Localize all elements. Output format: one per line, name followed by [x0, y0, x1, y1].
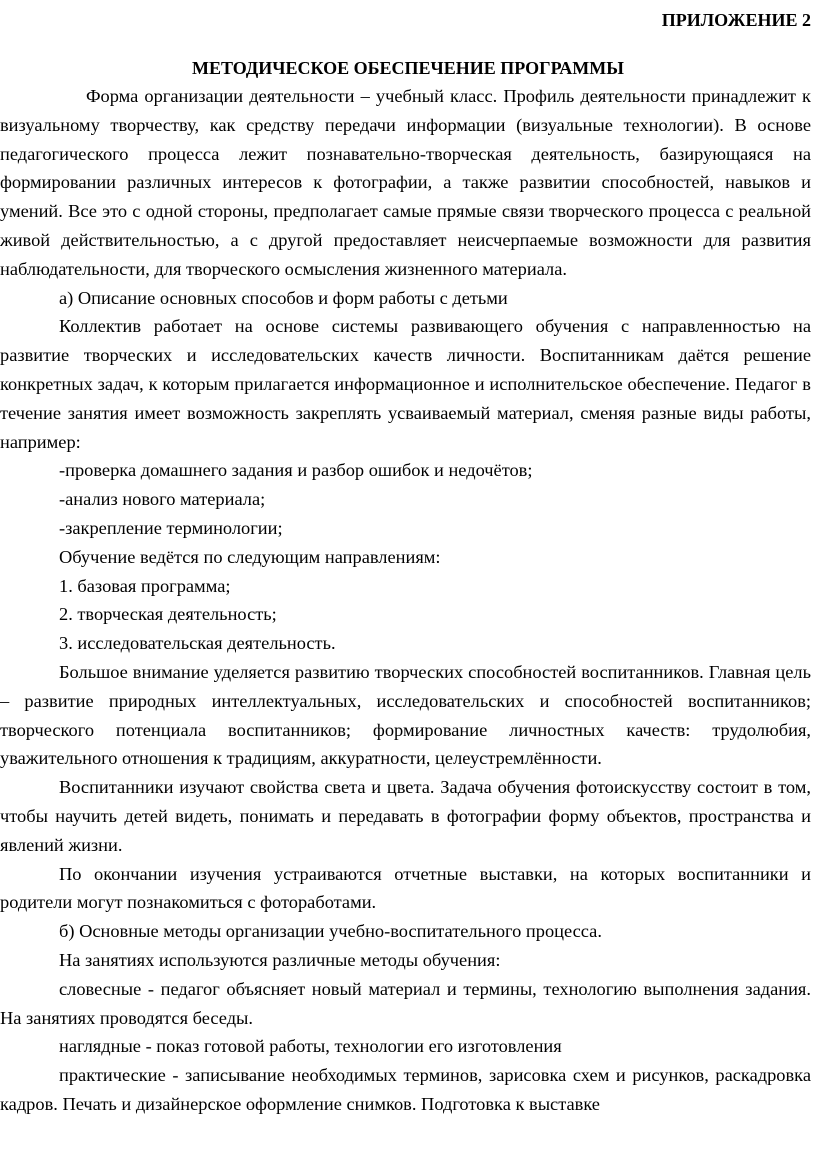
section-heading-a: а) Описание основных способов и форм работы с детьми — [59, 287, 508, 308]
paragraph-collective: Коллектив работает на основе системы развивающего обучения с направленностью на развитие творческих и исследовательских качеств личности. Воспитанникам даётся решение конкретных задач, к которым прилагается информационное и исполнительское обеспечение. Педагог в течение занятия имеет возможность закреплять усваиваемый материал, сменяя разные виды работы, например: — [0, 316, 811, 452]
appendix-label: ПРИЛОЖЕНИЕ 2 — [661, 10, 811, 30]
list-item: -анализ нового материала; — [59, 489, 266, 510]
section-heading-b: б) Основные методы организации учебно-воспитательного процесса. — [59, 921, 602, 942]
paragraph-activity-form: Форма организации деятельности – учебный класс. Профиль деятельности принадлежит к визуальному творчеству, как средству передачи информации (визуальные технологии). В основе педагогического процесса лежит познавательно-творческая деятельность, базирующаяся на формировании различных интересов к фотографии, а также развитии способностей, навыков и умений. Все это с одной стороны, предполагает самые прямые связи творческого процесса с реальной живой действительностью, а с другой предоставляет неисчерпаемые возможности для развития наблюдательности, для творческого осмысления жизненного материала. — [0, 86, 811, 279]
list-item: 2. творческая деятельность; — [59, 604, 277, 625]
list-item: -проверка домашнего задания и разбор ошибок и недочётов; — [59, 460, 533, 481]
method-verbal: словесные - педагог объясняет новый материал и термины, технологию выполнения задания. На занятиях проводятся беседы. — [0, 978, 811, 1028]
method-practical: практические - записывание необходимых терминов, зарисовка схем и рисунков, раскадровка кадров. Печать и дизайнерское оформление снимков. Подготовка к выставке — [0, 1065, 811, 1114]
list-item: -закрепление терминологии; — [59, 517, 283, 538]
list-item: 1. базовая программа; — [59, 575, 231, 596]
directions-intro: Обучение ведётся по следующим направлениям: — [59, 546, 441, 567]
paragraph-creative-abilities: Большое внимание уделяется развитию творческих способностей воспитанников. Главная цель – развитие природных интеллектуальных, исследовательских и способностей воспитанников; творческого потенциала воспитанников; формирование личностных качеств: трудолюбия, уважительного отношения к традициям, аккуратности, целеустремлённости. — [0, 661, 811, 769]
list-item: 3. исследовательская деятельность. — [59, 633, 336, 654]
document-title: МЕТОДИЧЕСКОЕ ОБЕСПЕЧЕНИЕ ПРОГРАММЫ — [192, 58, 624, 78]
method-visual: наглядные - показ готовой работы, технологии его изготовления — [59, 1036, 562, 1057]
document-body — [0, 82, 811, 1119]
paragraph-exhibitions: По окончании изучения устраиваются отчетные выставки, на которых воспитанники и родители могут познакомиться с фотоработами. — [0, 863, 811, 913]
paragraph-light-color: Воспитанники изучают свойства света и цвета. Задача обучения фотоискусству состоит в том, чтобы научить детей видеть, понимать и передавать в фотографии форму объектов, пространства и явлений жизни. — [0, 777, 811, 855]
methods-intro: На занятиях используются различные методы обучения: — [59, 949, 501, 970]
